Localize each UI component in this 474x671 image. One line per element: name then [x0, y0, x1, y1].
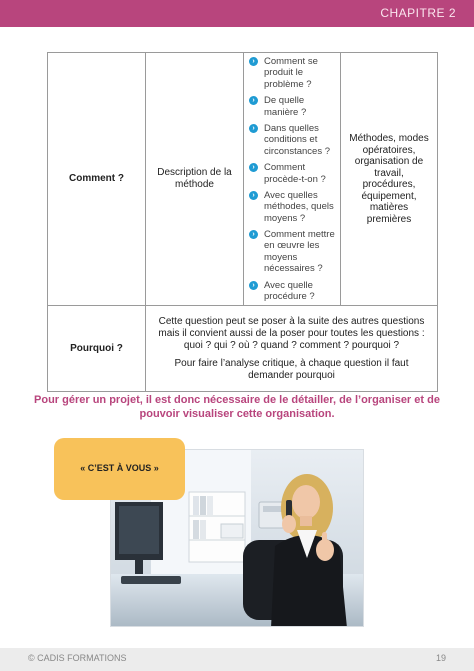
list-item — [249, 56, 336, 90]
question-text: Comment procède-t-on ? — [264, 162, 326, 185]
table-row — [48, 53, 438, 306]
question-text: Dans quelles conditions et circonstances ? — [264, 122, 331, 157]
circle-arrow-right-icon: › — [249, 281, 258, 290]
list-item — [249, 162, 336, 185]
footer-copyright: © CADIS FORMATIONS — [28, 653, 127, 663]
pourquoi-cell — [146, 306, 438, 392]
circle-arrow-right-icon: › — [249, 230, 258, 239]
question-text: De quelle manière ? — [264, 95, 307, 118]
row-tools: Méthodes, modes opératoires, organisation de travail, procédures, équipement, matières premières — [341, 53, 438, 306]
chapter-title: CHAPITRE 2 — [380, 6, 456, 20]
list-item — [249, 229, 336, 275]
questions-table — [47, 52, 438, 392]
page-number: 19 — [435, 653, 446, 663]
callout-box — [54, 438, 185, 500]
row-label-comment: Comment ? — [48, 53, 146, 306]
questions-list — [249, 56, 336, 302]
table-row — [48, 306, 438, 392]
question-text: Avec quelles méthodes, quels moyens ? — [264, 189, 334, 224]
circle-arrow-right-icon: › — [249, 96, 258, 105]
list-item — [249, 190, 336, 224]
question-text: Comment mettre en œuvre les moyens nécessaires ? — [264, 229, 335, 275]
row-description: Description de la méthode — [146, 53, 244, 306]
pourquoi-text: Cette question peut se poser à la suite des autres questions mais il convient aussi de la poser pour toutes les questions : quoi ? qui ? où ? quand ? comment ? pourquoi ? — [158, 315, 425, 351]
question-text: Comment se produit le problème ? — [264, 56, 318, 90]
callout-title: « C’EST À VOUS » — [80, 463, 159, 473]
circle-arrow-right-icon: › — [249, 124, 258, 133]
conclusion-text: Pour gérer un projet, il est donc nécessaire de le détailler, de l’organiser et de pouvoir visualiser cette organisation. — [34, 394, 440, 421]
questions-cell — [244, 53, 341, 306]
list-item — [249, 123, 336, 157]
circle-arrow-right-icon: › — [249, 163, 258, 172]
circle-arrow-right-icon: › — [249, 191, 258, 200]
list-item — [249, 280, 336, 303]
footer-bar — [0, 648, 474, 671]
row-label-pourquoi: Pourquoi ? — [48, 306, 146, 392]
question-text: Avec quelle procédure ? — [264, 279, 315, 303]
chapter-header-bar — [0, 0, 474, 27]
list-item — [249, 95, 336, 118]
pourquoi-analysis: Pour faire l’analyse critique, à chaque question il faut demander pourquoi — [174, 357, 409, 381]
circle-arrow-right-icon: › — [249, 57, 258, 66]
